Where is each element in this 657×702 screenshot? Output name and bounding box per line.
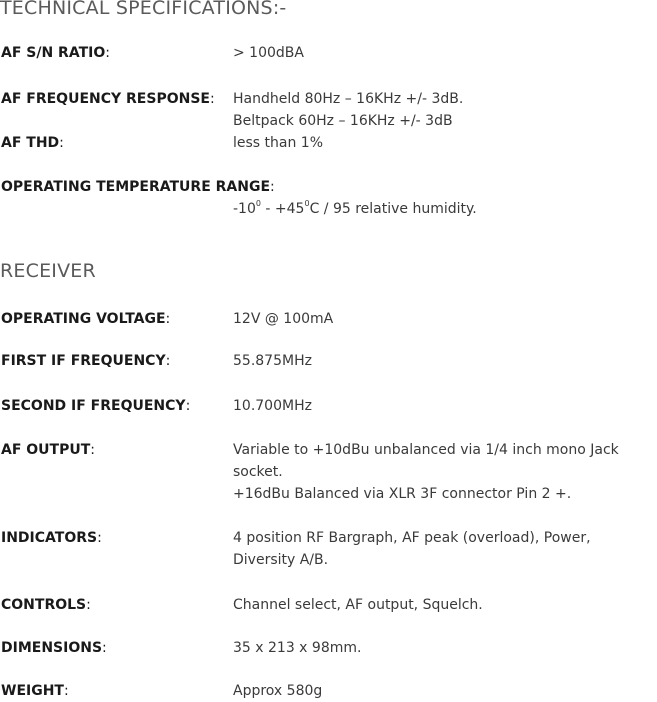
spec-label: DIMENSIONS:: [1, 640, 107, 656]
spec-value: 4 position RF Bargraph, AF peak (overload), Power, Diversity A/B.: [233, 530, 591, 568]
spec-label: AF FREQUENCY RESPONSE:: [1, 91, 215, 107]
spec-value: Variable to +10dBu unbalanced via 1/4 inch mono Jack socket. +16dBu Balanced via XLR 3F connector Pin 2 +.: [233, 442, 619, 502]
technical-specifications-heading: [0, 0, 287, 19]
spec-label: WEIGHT:: [1, 683, 69, 699]
spec-value: Channel select, AF output, Squelch.: [233, 597, 483, 613]
receiver-heading: RECEIVER: [0, 260, 96, 282]
spec-value: > 100dBA: [233, 45, 304, 61]
spec-label: AF S/N RATIO:: [1, 45, 110, 61]
spec-value: less than 1%: [233, 135, 324, 151]
spec-label: INDICATORS:: [1, 530, 102, 546]
spec-value-operating-temperature-range: $-10^0 - +45^0C / 95$ relative humidity.: [233, 199, 477, 217]
spec-value: 12V @ 100mA: [233, 311, 334, 327]
spec-label: CONTROLS:: [1, 597, 91, 613]
spec-value: Approx 580g: [233, 683, 323, 699]
technical-heading-text: TECHNICAL SPECIFICATIONS: [0, 0, 273, 19]
spec-label: SECOND IF FREQUENCY:: [1, 398, 191, 414]
technical-heading-suffix: :-: [272, 0, 287, 19]
spec-label: AF OUTPUT:: [1, 442, 95, 458]
spec-value: 35 x 213 x 98mm.: [233, 640, 362, 656]
spec-value: 55.875MHz: [233, 353, 312, 369]
spec-label: FIRST IF FREQUENCY:: [1, 353, 171, 369]
spec-label: OPERATING VOLTAGE:: [1, 311, 171, 327]
spec-value: 10.700MHz: [233, 398, 312, 414]
spec-label-operating-temperature-range: OPERATING TEMPERATURE RANGE:: [1, 179, 275, 195]
spec-label: AF THD:: [1, 135, 64, 151]
spec-value: Handheld 80Hz – 16KHz +/- 3dB. Beltpack 60Hz – 16KHz +/- 3dB: [233, 91, 464, 129]
